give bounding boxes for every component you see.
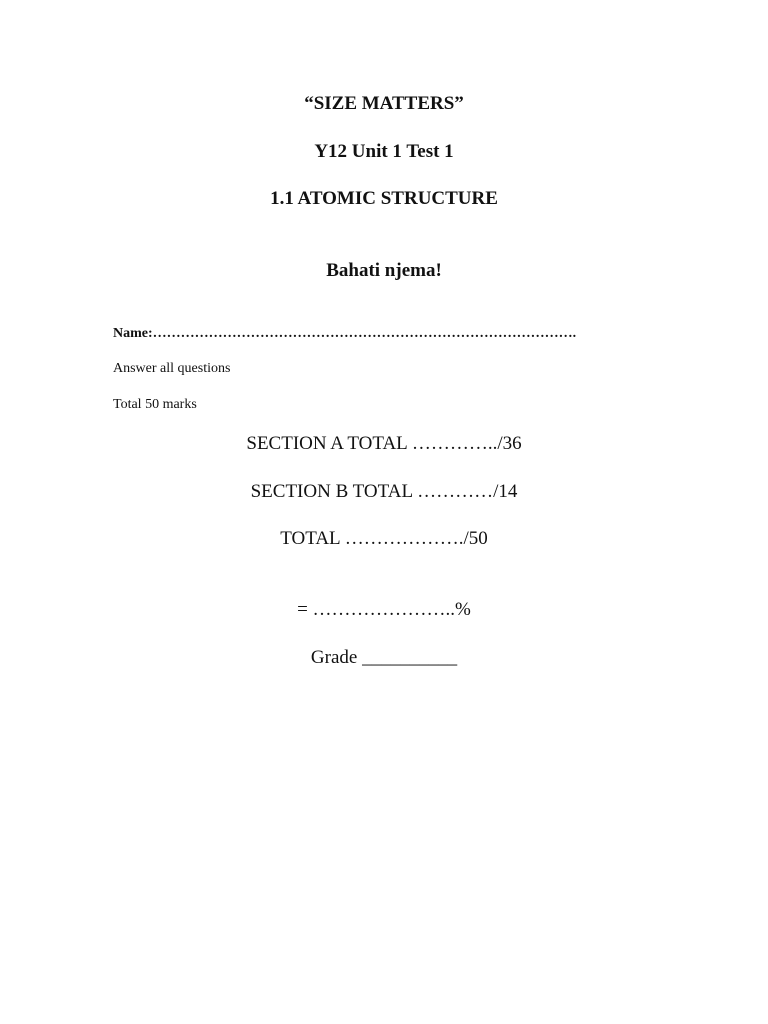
name-field[interactable]: Name:………………………………………………………………………………. <box>113 326 577 341</box>
section-a-total: SECTION A TOTAL …………../36 <box>246 433 522 454</box>
section-b-total: SECTION B TOTAL …………/14 <box>250 481 518 502</box>
topic-heading: 1.1 ATOMIC STRUCTURE <box>270 188 498 209</box>
test-name: Y12 Unit 1 Test 1 <box>314 141 454 162</box>
document-title: “SIZE MATTERS” <box>304 93 464 114</box>
percentage-line: = …………………..% <box>297 599 471 620</box>
instruction-text: Answer all questions <box>113 361 231 376</box>
overall-total: TOTAL ………………./50 <box>280 528 488 549</box>
grade-line: Grade __________ <box>310 647 458 668</box>
greeting: Bahati njema! <box>326 260 442 281</box>
total-marks-text: Total 50 marks <box>113 397 197 412</box>
